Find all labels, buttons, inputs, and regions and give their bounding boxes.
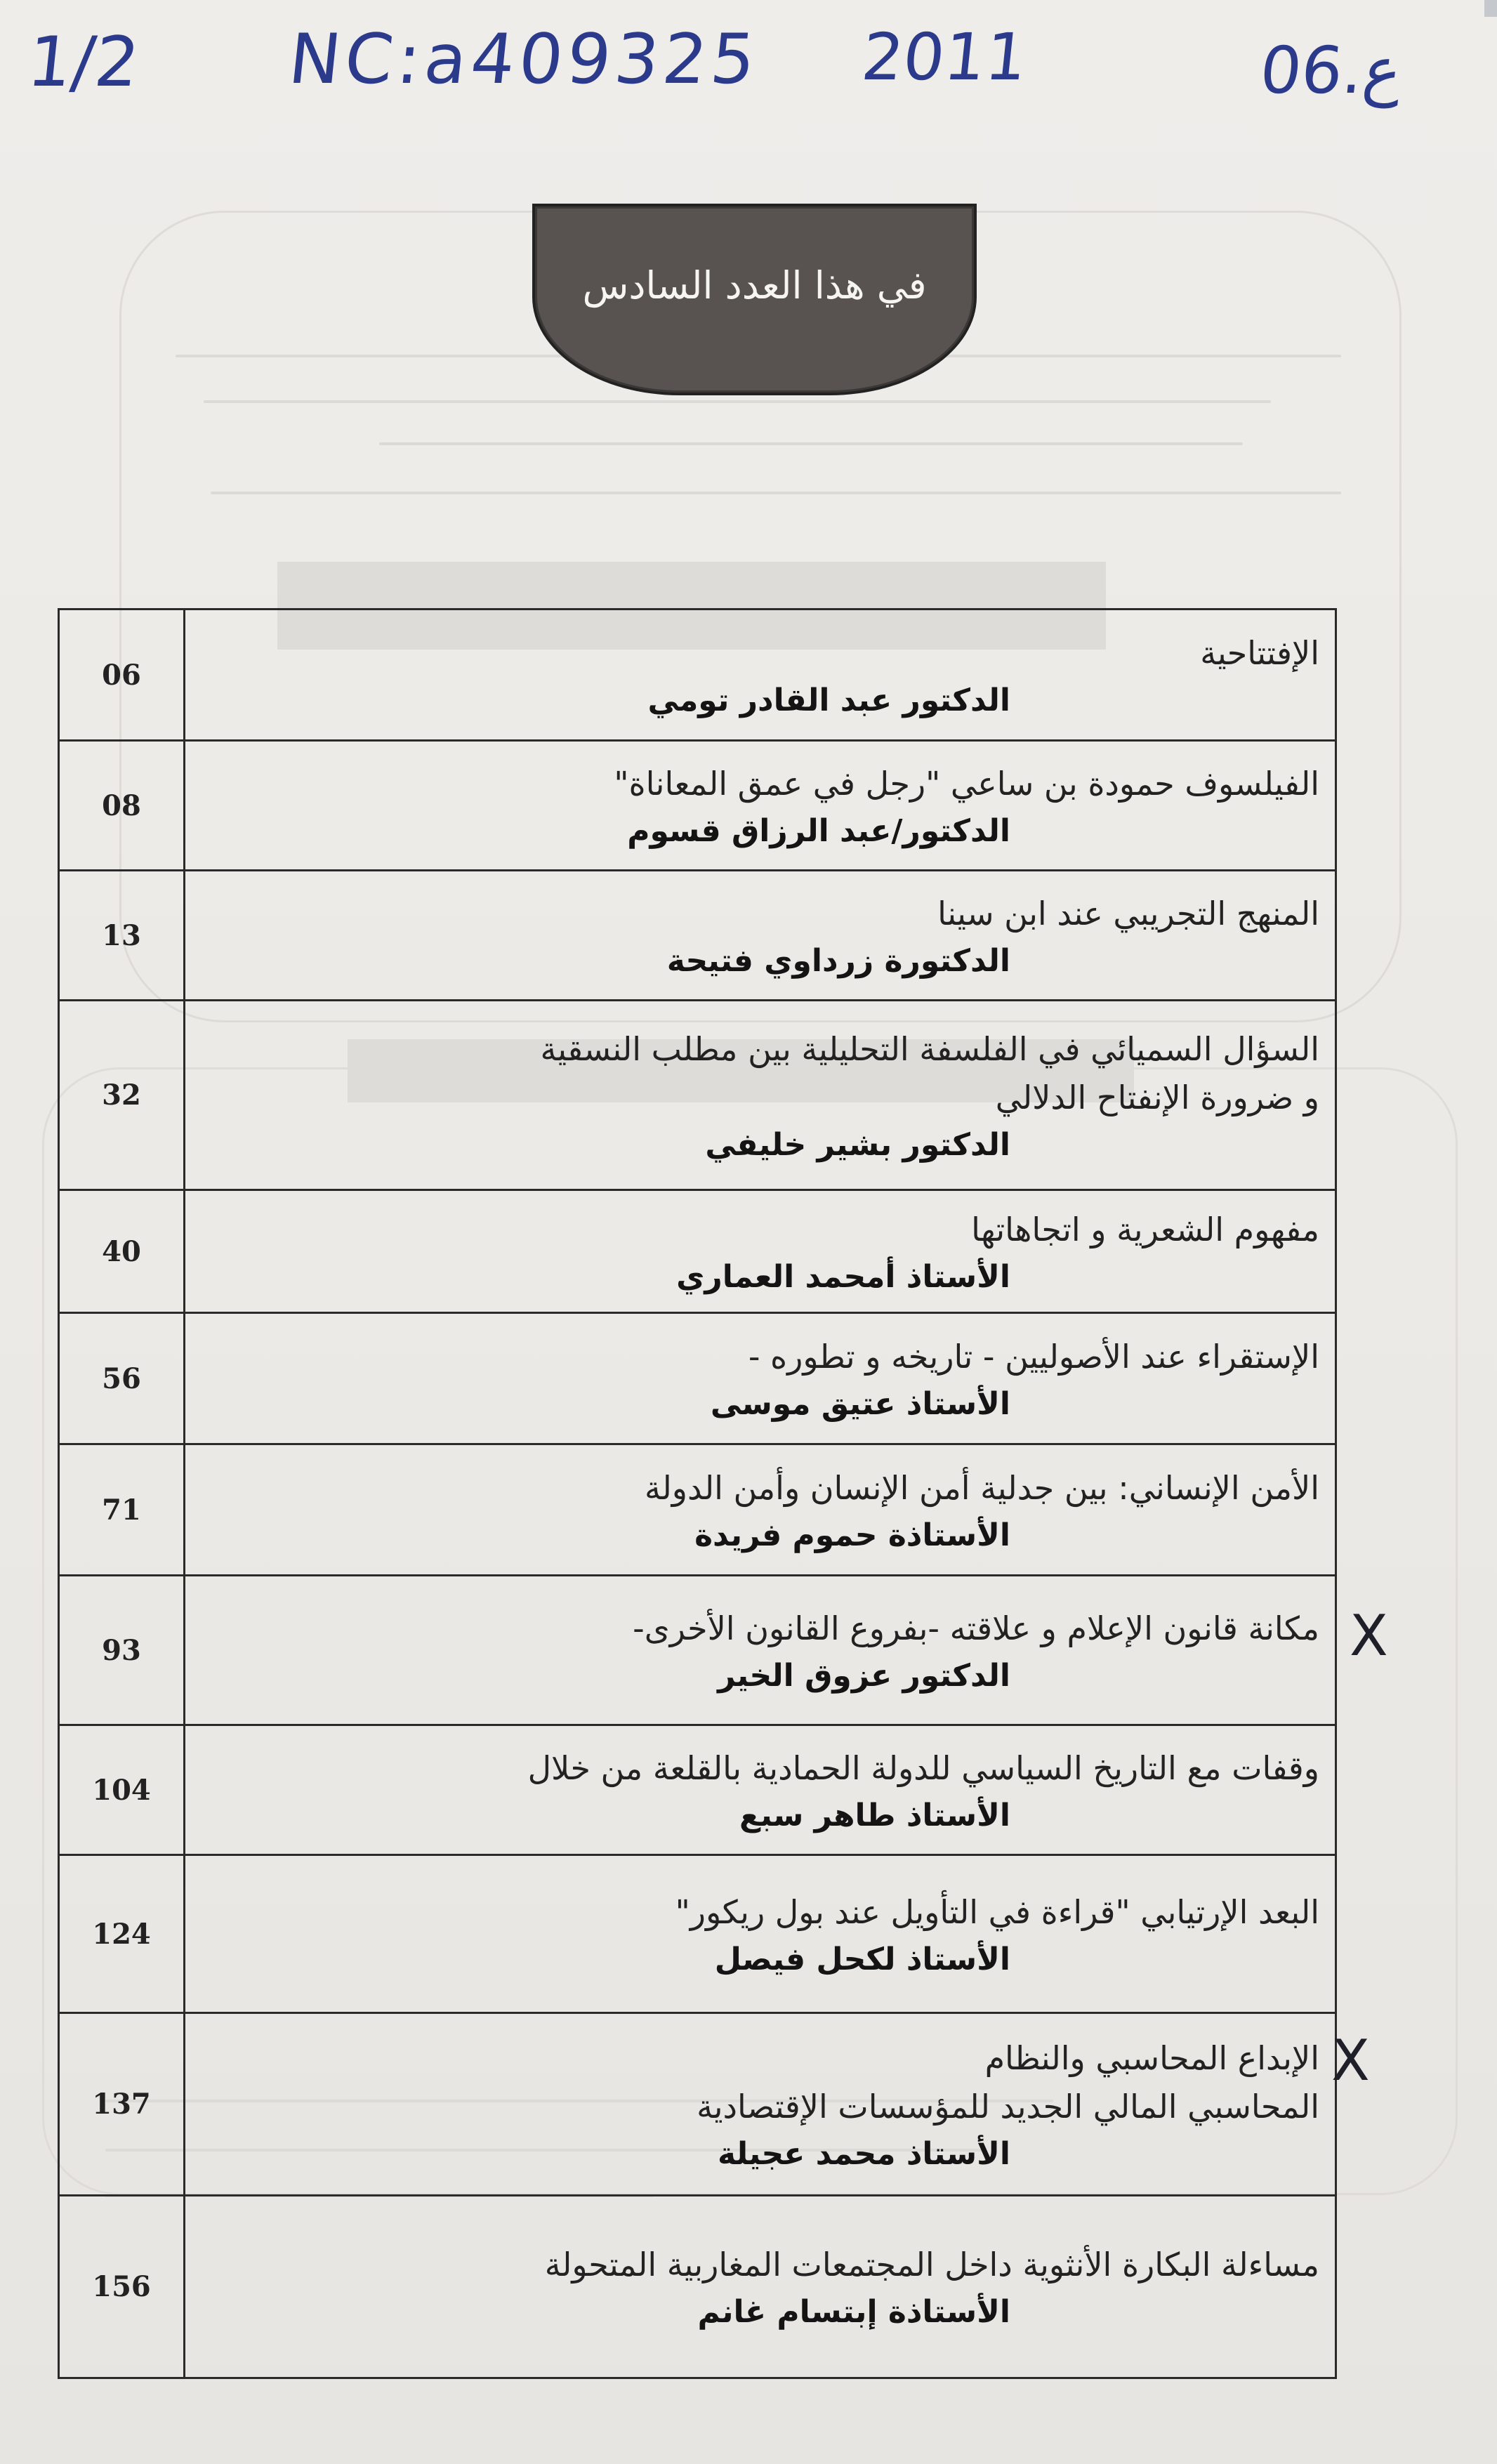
toc-row <box>59 1725 1336 1855</box>
handwritten-x-mark: X <box>1331 2028 1370 2093</box>
toc-title-continued: و ضرورة الإنفتاح الدلالي <box>995 1078 1319 1116</box>
toc-title-continued: المحاسبي المالي الجديد للمؤسسات الإقتصادية <box>697 2087 1319 2126</box>
toc-page-number: 40 <box>59 1190 185 1313</box>
toc-entry <box>185 2013 1336 2196</box>
toc-row <box>59 871 1336 1001</box>
toc-row <box>59 1001 1336 1190</box>
toc-page-number: 13 <box>59 871 185 1001</box>
handwritten-year: 2011 <box>858 20 1031 95</box>
toc-author: الدكتور عزوق الخير <box>718 1657 1010 1694</box>
toc-title: مفهوم الشعرية و اتجاهاتها <box>971 1210 1319 1249</box>
toc-entry <box>185 2196 1336 2378</box>
toc-row <box>59 1576 1336 1725</box>
toc-page-number: 124 <box>59 1855 185 2013</box>
toc-title: الفيلسوف حمودة بن ساعي "رجل في عمق المعاناة" <box>614 764 1319 803</box>
issue-title: في هذا العدد السادس <box>582 263 927 308</box>
toc-page-number: 06 <box>59 610 185 741</box>
table-of-contents <box>58 608 1337 2379</box>
toc-author: الدكتور عبد القادر تومي <box>647 682 1010 718</box>
toc-page-number: 137 <box>59 2013 185 2196</box>
toc-row <box>59 2196 1336 2378</box>
toc-entry <box>185 1313 1336 1444</box>
toc-row <box>59 1313 1336 1444</box>
toc-entry <box>185 741 1336 871</box>
toc-entry <box>185 1001 1336 1190</box>
toc-title: الإستقراء عند الأصوليين - تاريخه و تطوره - <box>748 1337 1319 1376</box>
toc-title: الإفتتاحية <box>1200 633 1319 672</box>
toc-title: الأمن الإنساني: بين جدلية أمن الإنسان وأمن الدولة <box>645 1468 1319 1507</box>
toc-title: البعد الإرتيابي "قراءة في التأويل عند بول ريكور" <box>675 1892 1319 1931</box>
toc-author: الأستاذة حموم فريدة <box>694 1517 1010 1553</box>
toc-author: الأستاذ عتيق موسى <box>710 1385 1010 1422</box>
toc-author: الأستاذ أمحمد العماري <box>676 1258 1010 1295</box>
handwritten-shelf-mark: 06.ع <box>1256 33 1406 108</box>
toc-page-number: 156 <box>59 2196 185 2378</box>
toc-entry <box>185 610 1336 741</box>
toc-page-number: 93 <box>59 1576 185 1725</box>
toc-entry <box>185 1576 1336 1725</box>
show-through-line <box>211 492 1341 494</box>
toc-title: الإبداع المحاسبي والنظام <box>984 2038 1319 2077</box>
toc-title: مكانة قانون الإعلام و علاقته -بفروع القانون الأخرى- <box>633 1609 1319 1647</box>
toc-title: مساءلة البكارة الأنثوية داخل المجتمعات المغاربية المتحولة <box>544 2246 1319 2284</box>
toc-page-number: 56 <box>59 1313 185 1444</box>
toc-page-number: 08 <box>59 741 185 871</box>
toc-row <box>59 1855 1336 2013</box>
toc-title: السؤال السميائي في الفلسفة التحليلية بين مطلب النسقية <box>540 1029 1319 1068</box>
toc-row <box>59 741 1336 871</box>
toc-row <box>59 1190 1336 1313</box>
show-through-line <box>204 400 1271 403</box>
toc-author: الأستاذ محمد عجيلة <box>717 2135 1010 2172</box>
toc-row <box>59 1444 1336 1576</box>
toc-author: الأستاذ لكحل فيصل <box>714 1941 1010 1977</box>
toc-entry <box>185 1444 1336 1576</box>
show-through-line <box>379 442 1243 445</box>
toc-author: الدكتور بشير خليفي <box>705 1126 1010 1163</box>
toc-title: المنهج التجريبي عند ابن سينا <box>937 894 1319 933</box>
toc-author: الدكتور/عبد الرزاق قسوم <box>627 812 1010 849</box>
corner-tab <box>1484 0 1497 17</box>
handwritten-page-marker: 1/2 <box>24 22 143 103</box>
toc-page-number: 104 <box>59 1725 185 1855</box>
toc-author: الأستاذ طاهر سبع <box>739 1797 1010 1833</box>
toc-page-number: 32 <box>59 1001 185 1190</box>
toc-entry <box>185 871 1336 1001</box>
toc-entry <box>185 1855 1336 2013</box>
toc-row <box>59 2013 1336 2196</box>
handwritten-x-mark: X <box>1350 1603 1388 1668</box>
toc-row <box>59 610 1336 741</box>
toc-author: الأستاذة إبتسام غانم <box>697 2294 1010 2330</box>
toc-page-number: 71 <box>59 1444 185 1576</box>
toc-title: وقفات مع التاريخ السياسي للدولة الحمادية بالقلعة من خلال <box>527 1748 1319 1787</box>
toc-entry <box>185 1190 1336 1313</box>
handwritten-catalog-code: NC:a409325 <box>285 20 763 100</box>
toc-entry <box>185 1725 1336 1855</box>
toc-author: الدكتورة زرداوي فتيحة <box>666 942 1010 979</box>
issue-title-plaque <box>532 204 977 395</box>
